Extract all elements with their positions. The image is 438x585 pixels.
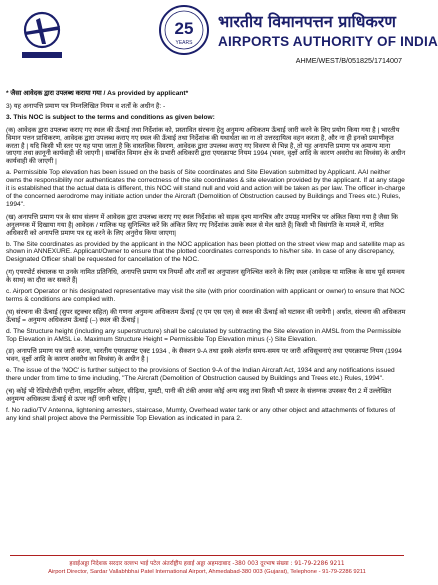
- condition-a-english: a. Permissible Top elevation has been issued on the basis of Site coordinates and Site Elevation submitted by Applicant. AAI neither owns the responsibility nor authenticates the correctness of the site coordinates & site elevation provided by the applicant. If at any stage it is established that the actual data is different, this NOC will stand null and void and action will be taken as per law. The officer in-charge of the concerned aerodrome may initiate action under the Aircraft (Demolition of Obstruction caused by Buildings and Trees etc.) Rules, 1994".: [6, 169, 406, 208]
- condition-f-hindi: (च) कोई भी रेडियो/टीवी एन्टीना, लाइटनिंग अरेस्टर, सीढ़िया, मुमटी, पानी की टंकी अथवा कोई अन्य वस्तु तथा किसी भी प्रकार के संलग्नक उपस्कर पैरा 2 में उल्लेखित अनुमन्य अधिकतम ऊँचाई से ऊपर नहीं जानी चाहिए |: [6, 388, 392, 403]
- aai-logo-icon: [14, 8, 70, 62]
- org-title-hindi: भारतीय विमानपत्तन प्राधिकरण: [218, 12, 396, 31]
- condition-c-english: c. Airport Operator or his designated representative may visit the site (with prior coordination with applicant or owner) to ensure that NOC terms & conditions are complied with.: [6, 288, 405, 303]
- condition-a-hindi: (क) आवेदक द्वारा उपलब्ध कराए गए स्थल की ऊँचाई तथा निर्देशांक को, प्रस्तावित संरचना हेतु अनुमन्य अधिकतम ऊँचाई जारी करने के लिए प्रयोग किया गया है | भारतीय विमान पत्तन प्राधिकरण, आवेदक द्वारा उपलब्ध कराए गए स्थल की ऊँचाई तथा निर्देशांक की यथार्थता का ना तो उत्तरदायित्व वहन करता है, और ना ही इनको प्रमाणीकृत करता है | यदि किसी भी स्तर पर यह पाया जाता है कि वास्तविक विवरण, आवेदक द्वारा उपलब्ध कराए गए विवरण से भिन्न है, तो यह अनापत्ति प्रमाण पत्र अमान्य माना जाएगा तथा क़ानूनी कार्यवाही की जाएगी | सम्बंधित विमान क्षेत्र के प्रभारी अधिकारी द्वारा एयरक्राफ्ट नियम 1994 (भवन, वृक्षों आदि के कारण अवरोध का विध्वंस) के अधीन कार्यवाही की जाएगी |: [6, 126, 406, 166]
- letterhead-footer: [0, 555, 414, 575]
- footer-divider: [10, 555, 404, 556]
- condition-d-english: d. The Structure height (including any superstructure) shall be calculated by subtracting the Site elevation in AMSL from the Permissible Top Elevation in AMSL i.e. Maximum Structure Height = Permissible Top Elevation minus (-) Site Elevation.: [6, 327, 402, 343]
- condition-e-hindi: (ङ) अनापत्ति प्रमाण पत्र जारी करना, भारतीय एयरक्राफ्ट एक्ट 1934 , के सैक्शन 9-A तथा इसके अंतर्गत समय-समय पर जारी अधिसूचनाएं तथा एयरक्राफ्ट नियम (1994 भवन, वृक्षों आदि के कारण अवरोध का विध्वंस) के अधीन है |: [6, 348, 402, 364]
- condition-e-english: e. The issue of the 'NOC' is further subject to the provisions of Section 9-A of the Indian Aircraft Act, 1934 and any notifications issued there under from time to time including, "The Aircraft (Demolition of Obstruction caused by Buildings and Trees etc.) Rules, 1994".: [6, 367, 395, 383]
- reference-number: AHME/WEST/B/051825/1714007: [295, 56, 402, 65]
- condition-b-english: b. The Site coordinates as provided by the applicant in the NOC application has been plotted on the street view map and satellite map as shown in ANNEXURE. Applicant/Owner to ensure that the plotted coordinates corresponds to his/her site. In case of any discrepancy, Designated Officer shall be requested for cancellation of the NOC.: [6, 240, 405, 264]
- emblem-number: 25: [174, 19, 194, 38]
- applicant-note: * जैसा आवेदक द्वारा उपलब्ध कराया गया / As provided by applicant*: [6, 90, 189, 97]
- conditions-intro-hindi: 3) यह अनापत्ति प्रमाण पत्र निम्नलिखित नियम व शर्तों के अधीन है: -: [6, 102, 166, 110]
- condition-d-hindi: (घ) संरचना की ऊँचाई (सुपर स्ट्रक्चर सहित) की गणना अनुमन्य अधिकतम ऊँचाई (ए एम एस एल) से स्थल की ऊँचाई को घटाकर की जायेगी | अर्थात, संरचना की अधिकतम ऊँचाई = अनुमन्य अधिकतम ऊँचाई (–) स्थल की ऊँचाई |: [6, 308, 406, 324]
- footer-address-hindi: हवाईअड्डा निदेशक सरदार वल्लभ भाई पटेल अंतर्राष्ट्रीय हवाई अड्डा अहमदाबाद -380 003 दूरभाष संख्या : 91-79-2286 9211: [69, 561, 345, 567]
- org-title-english: AIRPORTS AUTHORITY OF INDIA: [218, 34, 438, 49]
- document-body: [6, 90, 406, 426]
- condition-f-english: f. No radio/TV Antenna, lightening arresters, staircase, Mumty, Overhead water tank or any other object and attachments of fixtures of any kind shall project above the Permissible Top Elevation as indicated in para 2.: [6, 406, 396, 422]
- emblem-caption: YEARS: [175, 40, 193, 46]
- condition-c-hindi: (ग) एयरपोर्ट संचालक या उनके नामित प्रतिनिधि, अनापत्ति प्रमाण पत्र नियमों और शर्तों का अनुपालन सुनिश्चित करने के लिए स्थल (आवेदक या मालिक के साथ पूर्व समन्वय के साथ) का दौरा कर सकते हैं|: [6, 269, 405, 285]
- footer-address-english: Airport Director, Sardar Vallabhbhai Patel International Airport, Ahmedabad-380 003 (Gujarat), Telephone - 91-79-2286 9211: [48, 569, 366, 575]
- 25-years-emblem-icon: [158, 4, 210, 56]
- conditions-intro-english: 3. This NOC is subject to the terms and conditions as given below:: [6, 113, 215, 121]
- letterhead: [0, 0, 438, 88]
- condition-b-hindi: (ख) अनापत्ति प्रमाण पत्र के साथ संलग्न में आवेदक द्वारा उपलब्ध कराए गए स्थल निर्देशांक को सड़क दृश्य मानचित्र और उपग्रह मानचित्र पर अंकित किया गया है जैसा कि अनुलग्नक में दिखाया गया है| आवेदक / मालिक यह सुनिश्चित करें कि अंकित किए गए निर्देशांक उसके स्थल से मेल खाते हैं| किसी भी विसंगति के मामले में, नामित अधिकारी को अनापत्ति प्रमाण पत्र रद्द करने के लिए अनुरोध किया जाएगा|: [6, 213, 398, 237]
